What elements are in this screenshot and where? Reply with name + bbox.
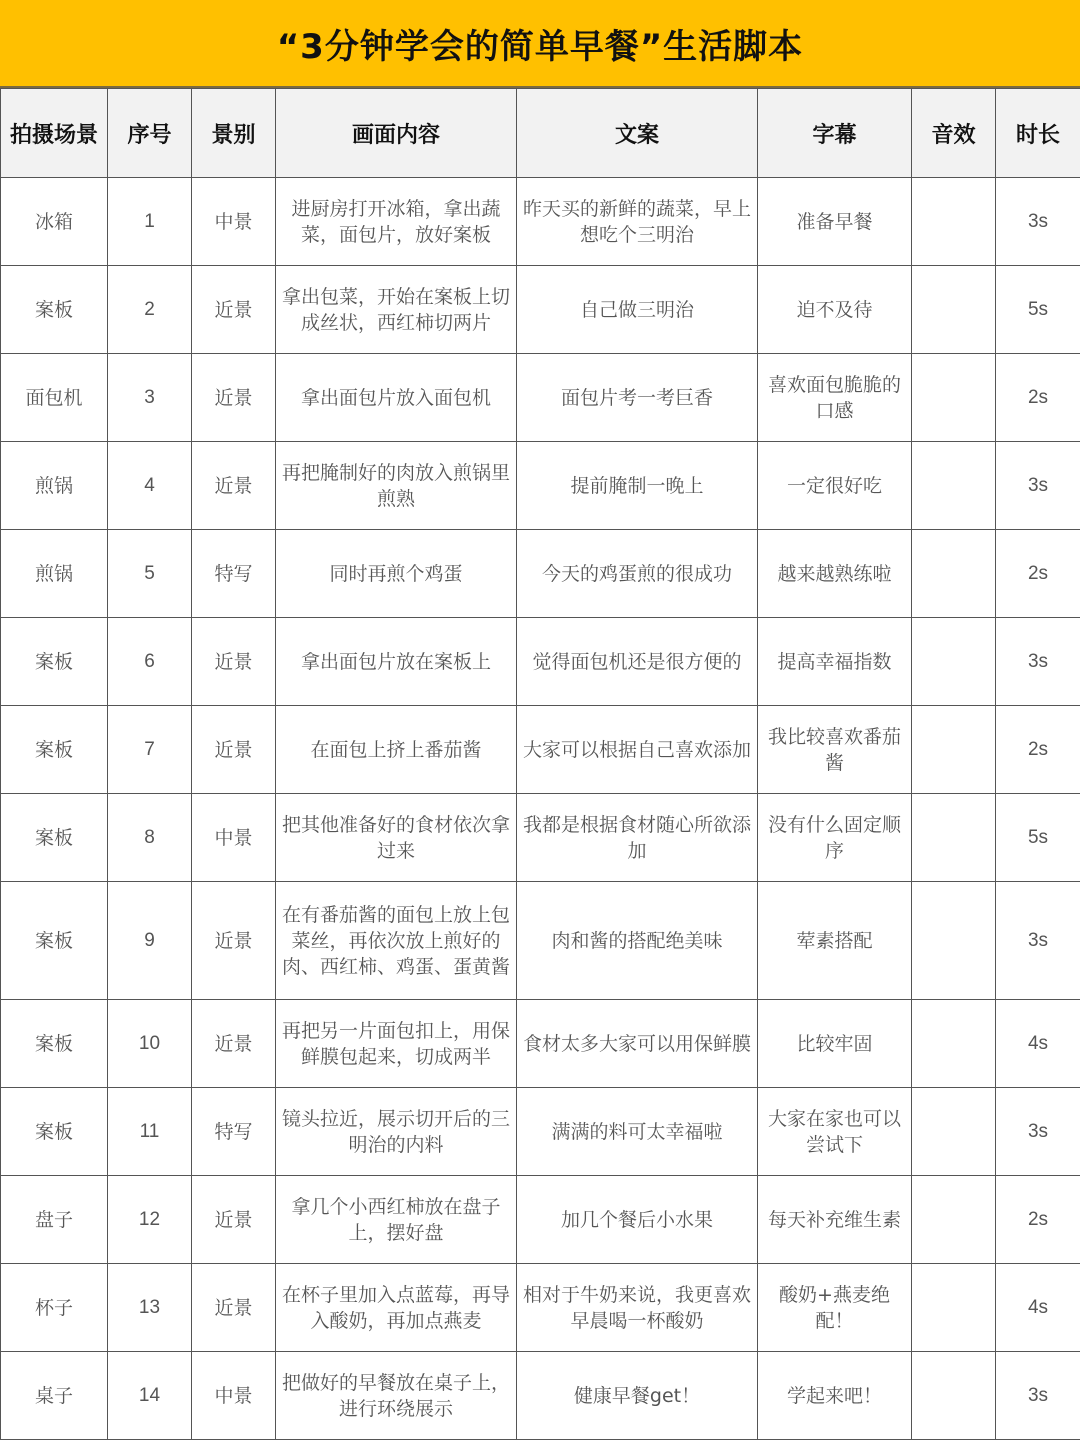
cell-scene: 案板 [1, 1000, 108, 1088]
cell-sfx [912, 178, 996, 266]
cell-sfx [912, 618, 996, 706]
cell-scene: 冰箱 [1, 178, 108, 266]
cell-sfx [912, 442, 996, 530]
cell-copy: 面包片考一考巨香 [517, 354, 758, 442]
cell-subtitle: 酸奶+燕麦绝配！ [758, 1264, 912, 1352]
cell-duration: 3s [996, 1088, 1080, 1176]
cell-duration: 2s [996, 1176, 1080, 1264]
cell-shot: 近景 [192, 1264, 276, 1352]
table-row [1, 1264, 1080, 1352]
header-scene: 拍摄场景 [1, 89, 108, 178]
page-title: “3分钟学会的简单早餐”生活脚本 [276, 26, 804, 67]
cell-shot: 中景 [192, 1352, 276, 1440]
cell-shot: 近景 [192, 1000, 276, 1088]
title-banner [0, 0, 1080, 88]
cell-content: 拿出包菜，开始在案板上切成丝状，西红柿切两片 [276, 266, 517, 354]
table-row [1, 706, 1080, 794]
cell-number: 8 [108, 794, 192, 882]
header-content: 画面内容 [276, 89, 517, 178]
cell-content: 在杯子里加入点蓝莓，再导入酸奶，再加点燕麦 [276, 1264, 517, 1352]
table-row [1, 442, 1080, 530]
cell-copy: 今天的鸡蛋煎的很成功 [517, 530, 758, 618]
cell-number: 2 [108, 266, 192, 354]
cell-copy: 相对于牛奶来说，我更喜欢早晨喝一杯酸奶 [517, 1264, 758, 1352]
cell-subtitle: 比较牢固 [758, 1000, 912, 1088]
header-shot: 景别 [192, 89, 276, 178]
cell-subtitle: 迫不及待 [758, 266, 912, 354]
cell-content: 在有番茄酱的面包上放上包菜丝，再依次放上煎好的肉、西红柿、鸡蛋、蛋黄酱 [276, 882, 517, 1000]
header-number: 序号 [108, 89, 192, 178]
cell-scene: 案板 [1, 1088, 108, 1176]
cell-copy: 昨天买的新鲜的蔬菜，早上想吃个三明治 [517, 178, 758, 266]
header-duration: 时长 [996, 89, 1080, 178]
cell-copy: 大家可以根据自己喜欢添加 [517, 706, 758, 794]
cell-copy: 食材太多大家可以用保鲜膜 [517, 1000, 758, 1088]
cell-number: 3 [108, 354, 192, 442]
table-row [1, 530, 1080, 618]
cell-sfx [912, 1264, 996, 1352]
table-row [1, 882, 1080, 1000]
cell-duration: 3s [996, 178, 1080, 266]
cell-content: 同时再煎个鸡蛋 [276, 530, 517, 618]
cell-scene: 案板 [1, 266, 108, 354]
cell-sfx [912, 1176, 996, 1264]
script-table [0, 88, 1080, 1440]
cell-duration: 5s [996, 266, 1080, 354]
cell-shot: 特写 [192, 530, 276, 618]
cell-number: 13 [108, 1264, 192, 1352]
cell-scene: 面包机 [1, 354, 108, 442]
cell-shot: 近景 [192, 266, 276, 354]
cell-number: 1 [108, 178, 192, 266]
header-subtitle: 字幕 [758, 89, 912, 178]
header-row [1, 89, 1080, 178]
table-row [1, 1088, 1080, 1176]
cell-duration: 3s [996, 882, 1080, 1000]
cell-scene: 案板 [1, 706, 108, 794]
cell-copy: 满满的料可太幸福啦 [517, 1088, 758, 1176]
cell-sfx [912, 1000, 996, 1088]
cell-sfx [912, 882, 996, 1000]
cell-subtitle: 喜欢面包脆脆的口感 [758, 354, 912, 442]
cell-number: 10 [108, 1000, 192, 1088]
cell-duration: 2s [996, 530, 1080, 618]
cell-content: 进厨房打开冰箱，拿出蔬菜，面包片，放好案板 [276, 178, 517, 266]
cell-shot: 近景 [192, 618, 276, 706]
cell-duration: 4s [996, 1000, 1080, 1088]
cell-subtitle: 学起来吧！ [758, 1352, 912, 1440]
cell-copy: 肉和酱的搭配绝美味 [517, 882, 758, 1000]
cell-content: 把其他准备好的食材依次拿过来 [276, 794, 517, 882]
cell-shot: 近景 [192, 706, 276, 794]
table-row [1, 1176, 1080, 1264]
cell-subtitle: 荤素搭配 [758, 882, 912, 1000]
cell-duration: 4s [996, 1264, 1080, 1352]
cell-duration: 3s [996, 1352, 1080, 1440]
cell-content: 把做好的早餐放在桌子上，进行环绕展示 [276, 1352, 517, 1440]
cell-copy: 健康早餐get！ [517, 1352, 758, 1440]
table-row [1, 618, 1080, 706]
table-row [1, 354, 1080, 442]
cell-number: 5 [108, 530, 192, 618]
cell-duration: 5s [996, 794, 1080, 882]
cell-scene: 盘子 [1, 1176, 108, 1264]
cell-sfx [912, 354, 996, 442]
cell-content: 拿出面包片放入面包机 [276, 354, 517, 442]
cell-sfx [912, 706, 996, 794]
cell-copy: 提前腌制一晚上 [517, 442, 758, 530]
cell-number: 6 [108, 618, 192, 706]
cell-scene: 案板 [1, 618, 108, 706]
table-row [1, 1000, 1080, 1088]
cell-content: 再把腌制好的肉放入煎锅里煎熟 [276, 442, 517, 530]
cell-number: 7 [108, 706, 192, 794]
header-sfx: 音效 [912, 89, 996, 178]
cell-sfx [912, 530, 996, 618]
cell-number: 9 [108, 882, 192, 1000]
cell-shot: 中景 [192, 794, 276, 882]
cell-scene: 煎锅 [1, 442, 108, 530]
cell-scene: 案板 [1, 794, 108, 882]
cell-copy: 自己做三明治 [517, 266, 758, 354]
table-row [1, 266, 1080, 354]
cell-subtitle: 越来越熟练啦 [758, 530, 912, 618]
cell-scene: 杯子 [1, 1264, 108, 1352]
header-copy: 文案 [517, 89, 758, 178]
cell-content: 拿几个小西红柿放在盘子上，摆好盘 [276, 1176, 517, 1264]
cell-subtitle: 一定很好吃 [758, 442, 912, 530]
cell-subtitle: 准备早餐 [758, 178, 912, 266]
cell-subtitle: 我比较喜欢番茄酱 [758, 706, 912, 794]
table-row [1, 178, 1080, 266]
cell-duration: 2s [996, 706, 1080, 794]
cell-number: 14 [108, 1352, 192, 1440]
cell-sfx [912, 266, 996, 354]
cell-subtitle: 没有什么固定顺序 [758, 794, 912, 882]
cell-shot: 近景 [192, 442, 276, 530]
table-row [1, 1352, 1080, 1440]
cell-sfx [912, 794, 996, 882]
cell-content: 拿出面包片放在案板上 [276, 618, 517, 706]
cell-duration: 3s [996, 618, 1080, 706]
cell-duration: 2s [996, 354, 1080, 442]
table-row [1, 794, 1080, 882]
cell-number: 11 [108, 1088, 192, 1176]
cell-copy: 我都是根据食材随心所欲添加 [517, 794, 758, 882]
cell-shot: 中景 [192, 178, 276, 266]
cell-subtitle: 提高幸福指数 [758, 618, 912, 706]
cell-copy: 觉得面包机还是很方便的 [517, 618, 758, 706]
cell-scene: 煎锅 [1, 530, 108, 618]
cell-scene: 案板 [1, 882, 108, 1000]
cell-content: 再把另一片面包扣上，用保鲜膜包起来，切成两半 [276, 1000, 517, 1088]
cell-subtitle: 大家在家也可以尝试下 [758, 1088, 912, 1176]
cell-duration: 3s [996, 442, 1080, 530]
cell-subtitle: 每天补充维生素 [758, 1176, 912, 1264]
cell-number: 4 [108, 442, 192, 530]
cell-shot: 近景 [192, 1176, 276, 1264]
cell-copy: 加几个餐后小水果 [517, 1176, 758, 1264]
cell-content: 镜头拉近，展示切开后的三明治的内料 [276, 1088, 517, 1176]
cell-shot: 特写 [192, 1088, 276, 1176]
cell-content: 在面包上挤上番茄酱 [276, 706, 517, 794]
cell-scene: 桌子 [1, 1352, 108, 1440]
cell-sfx [912, 1352, 996, 1440]
cell-shot: 近景 [192, 882, 276, 1000]
cell-shot: 近景 [192, 354, 276, 442]
cell-number: 12 [108, 1176, 192, 1264]
cell-sfx [912, 1088, 996, 1176]
